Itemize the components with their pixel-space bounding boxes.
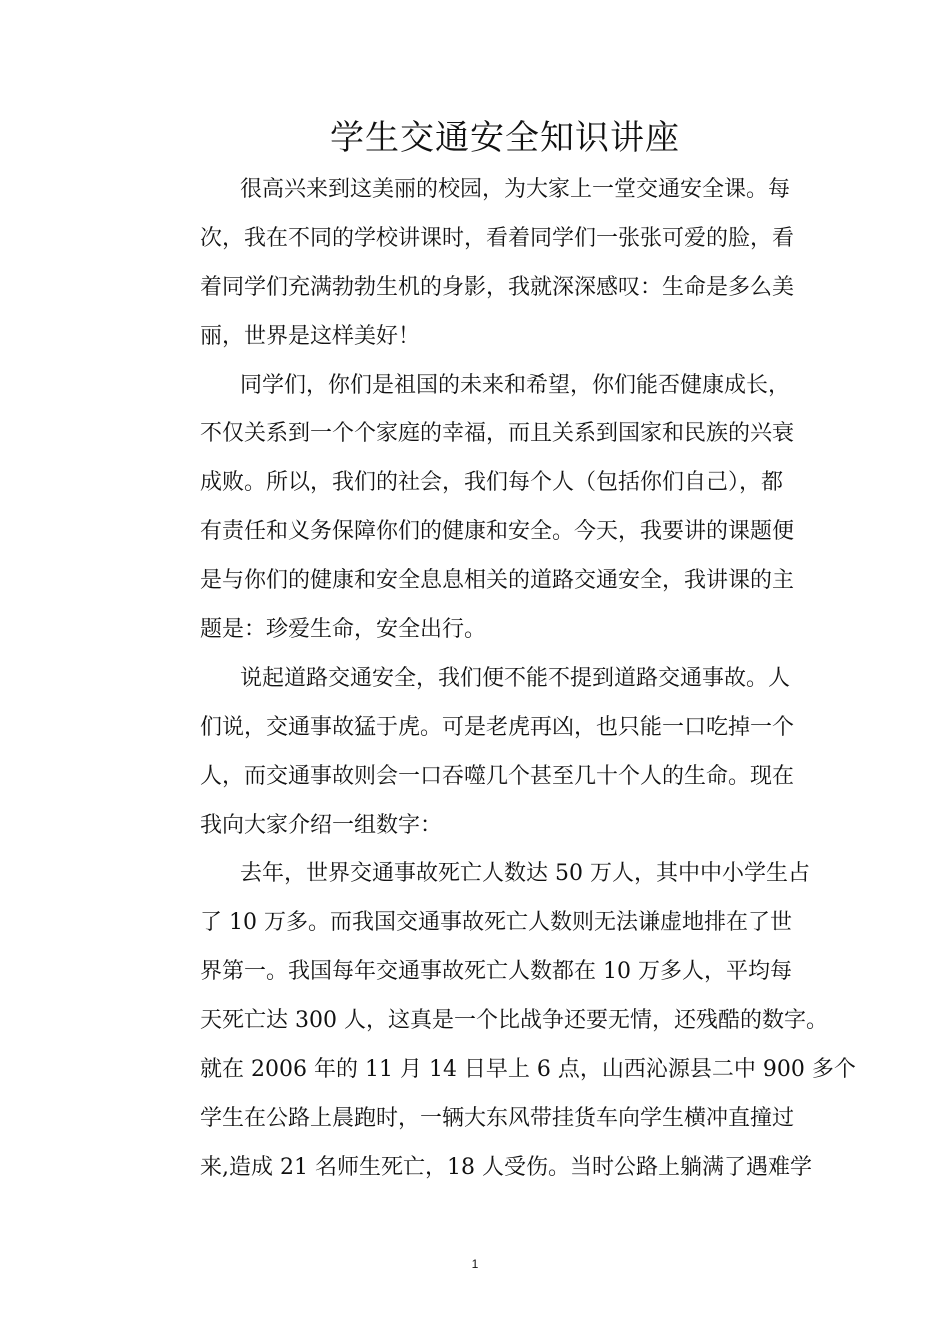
text-line: 了 10 万多。而我国交通事故死亡人数则无法谦虚地排在了世 bbox=[200, 910, 792, 936]
text-line: 同学们，你们是祖国的未来和希望，你们能否健康成长， bbox=[240, 372, 791, 398]
text-line: 题是：珍爱生命，安全出行。 bbox=[200, 617, 487, 643]
text-line: 来,造成 21 名师生死亡，18 人受伤。当时公路上躺满了遇难学 bbox=[200, 1154, 812, 1180]
text-line: 人，而交通事故则会一口吞噬几个甚至几十个人的生命。现在 bbox=[200, 763, 795, 789]
text-line: 就在 2006 年的 11 月 14 日早上 6 点，山西沁源县二中 900 多个 bbox=[200, 1057, 856, 1083]
text-line: 丽，世界是这样美好！ bbox=[200, 323, 421, 349]
text-line: 学生在公路上晨跑时，一辆大东风带挂货车向学生横冲直撞过 bbox=[200, 1105, 795, 1131]
text-line: 是与你们的健康和安全息息相关的道路交通安全，我讲课的主 bbox=[200, 568, 795, 594]
text-line: 去年，世界交通事故死亡人数达 50 万人，其中中小学生占 bbox=[240, 861, 810, 887]
text-line: 着同学们充满勃勃生机的身影，我就深深感叹：生命是多么美 bbox=[200, 274, 795, 300]
text-line: 不仅关系到一个个家庭的幸福，而且关系到国家和民族的兴衰 bbox=[200, 421, 795, 447]
page-number: 1 bbox=[471, 1257, 479, 1271]
document-title: 学生交通安全知识讲座 bbox=[330, 118, 680, 158]
text-line: 成败。所以，我们的社会，我们每个人（包括你们自己），都 bbox=[200, 470, 784, 496]
paragraph-1 bbox=[200, 166, 825, 362]
text-line: 次，我在不同的学校讲课时，看着同学们一张张可爱的脸，看 bbox=[200, 225, 795, 251]
text-line: 天死亡达 300 人，这真是一个比战争还要无情，还残酷的数字。 bbox=[200, 1008, 828, 1034]
text-line: 很高兴来到这美丽的校园，为大家上一堂交通安全课。每 bbox=[240, 177, 791, 202]
document-body bbox=[200, 166, 856, 1193]
text-line: 我向大家介绍一组数字： bbox=[200, 812, 443, 838]
paragraph-3 bbox=[200, 655, 825, 851]
text-line: 有责任和义务保障你们的健康和安全。今天，我要讲的课题便 bbox=[200, 519, 795, 545]
text-line: 说起道路交通安全，我们便不能不提到道路交通事故。人 bbox=[240, 665, 791, 691]
paragraph-2 bbox=[200, 362, 825, 655]
paragraph-4 bbox=[200, 850, 856, 1192]
text-line: 界第一。我国每年交通事故死亡人数都在 10 万多人，平均每 bbox=[200, 959, 792, 985]
text-line: 们说，交通事故猛于虎。可是老虎再凶，也只能一口吃掉一个 bbox=[200, 714, 795, 740]
